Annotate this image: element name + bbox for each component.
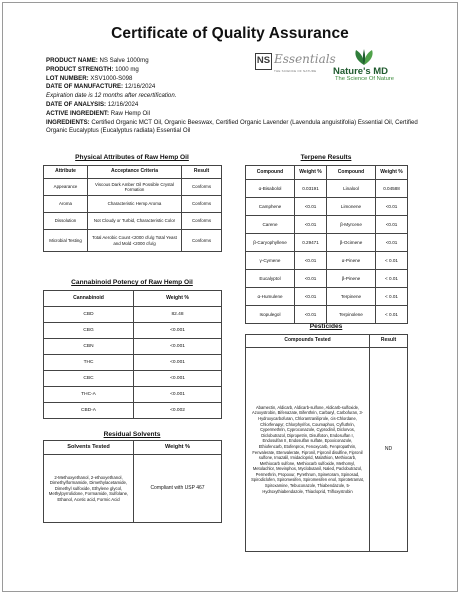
column-header: Compounds Tested — [246, 335, 370, 348]
natures-md-name: Nature's MD — [333, 66, 389, 77]
attribute-cell: Aroma — [44, 196, 88, 213]
weight-cell: <0.01 — [295, 288, 327, 306]
pesticides-title: Pesticides — [309, 323, 343, 330]
table-row — [44, 307, 222, 323]
compound-cell: Limonene — [327, 198, 376, 216]
attribute-cell: Dissolution — [44, 213, 88, 230]
table-row — [44, 339, 222, 355]
table-header-row — [44, 441, 222, 455]
compound-cell: β-Pinene — [327, 270, 376, 288]
table-row — [44, 387, 222, 403]
weight-cell: <0.001 — [134, 355, 222, 371]
compound-cell: Eucalyptol — [246, 270, 295, 288]
compound-cell: Carene — [246, 216, 295, 234]
table-header-row — [246, 166, 408, 180]
table-row — [44, 403, 222, 419]
compound-cell: Isopulegol — [246, 306, 295, 324]
product-strength-label: PRODUCT STRENGTH: — [46, 65, 114, 73]
cannabinoid-potency-table — [43, 290, 222, 419]
table-row — [44, 230, 222, 252]
table-row — [44, 455, 222, 523]
cannabinoid-cell: CBD-A — [44, 403, 134, 419]
weight-cell: <0.01 — [376, 198, 408, 216]
certificate-page — [2, 2, 458, 592]
table-row — [246, 306, 408, 324]
weight-cell: <0.001 — [134, 323, 222, 339]
table-row — [44, 179, 222, 196]
analysis-date-label: DATE OF ANALYSIS: — [46, 100, 107, 108]
column-header: Weight % — [295, 166, 327, 180]
weight-cell: <0.01 — [295, 216, 327, 234]
compound-cell: β-Myrcene — [327, 216, 376, 234]
weight-cell: <0.001 — [134, 339, 222, 355]
compound-cell: Terpinolene — [327, 306, 376, 324]
compound-cell: Camphene — [246, 198, 295, 216]
table-row — [44, 323, 222, 339]
weight-cell: < 0.01 — [376, 306, 408, 324]
table-row — [246, 234, 408, 252]
ns-logo-word: Essentials — [274, 52, 336, 66]
manufacture-date: 12/16/2024 — [124, 83, 156, 91]
expiration-note: Expiration date is 12 months after recertification. — [46, 92, 177, 100]
terpene-results-table — [245, 165, 408, 324]
ingredients-label: INGREDIENTS: — [46, 118, 90, 126]
ingredients: Certified Organic MCT Oil, Organic Beeswax, Certified Organic Lavender (Lavendula anguistifolia) Essential Oil, Certified Organic Eucalyptus (Eucalyptus radiata) Essential Oil — [46, 118, 418, 135]
compound-cell: α-Bisabolol — [246, 180, 295, 198]
column-header: Weight % — [376, 166, 408, 180]
table-row — [246, 216, 408, 234]
weight-cell: 0.04588 — [376, 180, 408, 198]
table-header-row — [44, 166, 222, 179]
residual-solvents-title: Residual Solvents — [103, 431, 161, 438]
table-header-row — [44, 291, 222, 307]
compound-cell: α-Humulene — [246, 288, 295, 306]
result-cell: Conforms — [182, 230, 222, 252]
column-header: Attribute — [44, 166, 88, 179]
compound-cell: Terpinene — [327, 288, 376, 306]
criteria-cell: Not Cloudy or Turbid, Characteristic Color — [88, 213, 182, 230]
attribute-cell: Microbial Testing — [44, 230, 88, 252]
cannabinoid-potency-title: Cannabinoid Potency of Raw Hemp Oil — [71, 279, 193, 286]
column-header: Weight % — [134, 441, 222, 455]
weight-cell: <0.01 — [295, 270, 327, 288]
cannabinoid-cell: CBD — [44, 307, 134, 323]
natures-md-logo — [333, 49, 433, 83]
analysis-date: 12/16/2024 — [107, 100, 139, 108]
column-header: Acceptance Criteria — [88, 166, 182, 179]
weight-cell: <0.01 — [376, 216, 408, 234]
active-ingredient: Raw Hemp Oil — [110, 109, 150, 117]
compound-cell: Linalool — [327, 180, 376, 198]
table-row — [44, 213, 222, 230]
weight-cell: <0.001 — [134, 371, 222, 387]
column-header: Cannabinoid — [44, 291, 134, 307]
table-row — [246, 348, 408, 552]
weight-cell: < 0.01 — [376, 288, 408, 306]
product-strength: 1000 mg — [115, 65, 139, 73]
weight-cell: 82.48 — [134, 307, 222, 323]
solvent-result-cell: Compliant with USP 467 — [134, 455, 222, 523]
ns-logo-tagline: THE SCIENCE OF NATURE — [274, 69, 317, 73]
cannabinoid-cell: CBN — [44, 339, 134, 355]
compound-cell: α-Pinene — [327, 252, 376, 270]
product-name: NS Salve 1000mg — [99, 57, 149, 64]
column-header: Solvents Tested — [44, 441, 134, 455]
table-header-row — [246, 335, 408, 348]
weight-cell: 0.29471 — [295, 234, 327, 252]
table-row — [44, 371, 222, 387]
criteria-cell: Characteristic Hemp Aroma — [88, 196, 182, 213]
table-row — [246, 180, 408, 198]
column-header: Result — [370, 335, 408, 348]
product-name-label: PRODUCT NAME: — [46, 57, 98, 64]
cannabinoid-cell: THC-A — [44, 387, 134, 403]
table-row — [246, 270, 408, 288]
weight-cell: < 0.01 — [376, 252, 408, 270]
table-row — [246, 198, 408, 216]
weight-cell: < 0.01 — [376, 270, 408, 288]
table-row — [246, 252, 408, 270]
result-cell: Conforms — [182, 213, 222, 230]
physical-attributes-title: Physical Attributes of Raw Hemp Oil — [75, 154, 189, 161]
weight-cell: <0.002 — [134, 403, 222, 419]
table-row — [246, 288, 408, 306]
natures-md-tagline: The Science Of Nature — [335, 76, 394, 82]
column-header: Compound — [246, 166, 295, 180]
residual-solvents-table — [43, 440, 222, 523]
cannabinoid-cell: CBC — [44, 371, 134, 387]
active-ingredient-label: ACTIVE INGREDIENT: — [46, 109, 109, 117]
leaf-icon — [351, 49, 377, 66]
weight-cell: <0.01 — [295, 306, 327, 324]
pesticide-result-cell: ND — [370, 348, 408, 552]
weight-cell: 0.03191 — [295, 180, 327, 198]
criteria-cell: Total Aerobic Count <2000 cfu/g Total Yeast and Mold <2000 cfu/g — [88, 230, 182, 252]
cannabinoid-cell: CBG — [44, 323, 134, 339]
page-title: Certificate of Quality Assurance — [111, 25, 349, 42]
physical-attributes-table — [43, 165, 222, 252]
result-cell: Conforms — [182, 196, 222, 213]
ns-essentials-logo — [255, 50, 336, 80]
lot-number: XSV1000-S098 — [90, 74, 133, 82]
compound-cell: β-Caryophyllene — [246, 234, 295, 252]
weight-cell: <0.01 — [295, 252, 327, 270]
weight-cell: <0.01 — [295, 198, 327, 216]
ns-logo-mark: NS — [255, 53, 272, 70]
weight-cell: <0.001 — [134, 387, 222, 403]
table-row — [44, 355, 222, 371]
column-header: Result — [182, 166, 222, 179]
lot-number-label: LOT NUMBER: — [46, 74, 89, 82]
column-header: Weight % — [134, 291, 222, 307]
pesticides-table — [245, 334, 408, 552]
compound-cell: β-Ocimene — [327, 234, 376, 252]
attribute-cell: Appearance — [44, 179, 88, 196]
result-cell: Conforms — [182, 179, 222, 196]
table-row — [44, 196, 222, 213]
pesticide-compounds-cell: Abamectin, Aldicarb, Aldicarb-sulfone, Aldicarb-sulfoxide, Azoxystrobin, Bifenazate, Bifenthrin, Carbaryl, Carbofuran, 3-Hydroxycarbofuran, Chlorantraniliprole, cis-Chlordane, Chlorfenapyr, Chlorphyrifos, Coumaphos, Cyfluthrin, Cypermethrin, Cyproconazole, Cyprodinil, Diclorvos, Diclobutrazol, Dipropetrin, Disulfoton, Endosulfan I, Endosulfan II, Endosulfan sulfate, Epoxiconazole, Ethiofencarb, Etofenprox, Fenoxycarb, Fenpropathrin, Fenvalerate, Etenvalerate, Fipronil, Fipronil disulfine, Fipronil sulfone, Imazalil, Imidacloprid, Malathion, Methiocarb, Methiocarb sulfone, Methiocarb sulfoxide, Methomyl, Metolachlor, Mevinphos, Myclobutanil, Naled, Paclobutrazol, Permethrin, Propoxur, Pyrethrum, Spinetoram, Spinosad, Spirodiclofen, Spiromesifen, Spiromesifen enol, Spirotetramat, Spiroxamine, Tebuconazole, Thiabendazole, 5-Hydroxythiabendazole, Thiacloprid, Trifloxystrobin — [246, 348, 370, 552]
terpene-results-title: Terpene Results — [300, 154, 352, 161]
criteria-cell: Viscous Dark Amber Oil Possible Crystal Formation — [88, 179, 182, 196]
manufacture-date-label: DATE OF MANUFACTURE: — [46, 83, 124, 91]
solvent-compounds-cell: 2-Methoxyethanol, 2-ethoxyethanol, Dimethylformamide, Dimethylacetamide, Dimethyl sulfoxide, Ethylene glycol, Methylpyrrolidone, Formamide, Sulfolane, Ethanol, Acetic acid, Formic Acid — [44, 455, 134, 523]
compound-cell: γ-Cymene — [246, 252, 295, 270]
cannabinoid-cell: THC — [44, 355, 134, 371]
column-header: Compound — [327, 166, 376, 180]
weight-cell: <0.01 — [376, 234, 408, 252]
